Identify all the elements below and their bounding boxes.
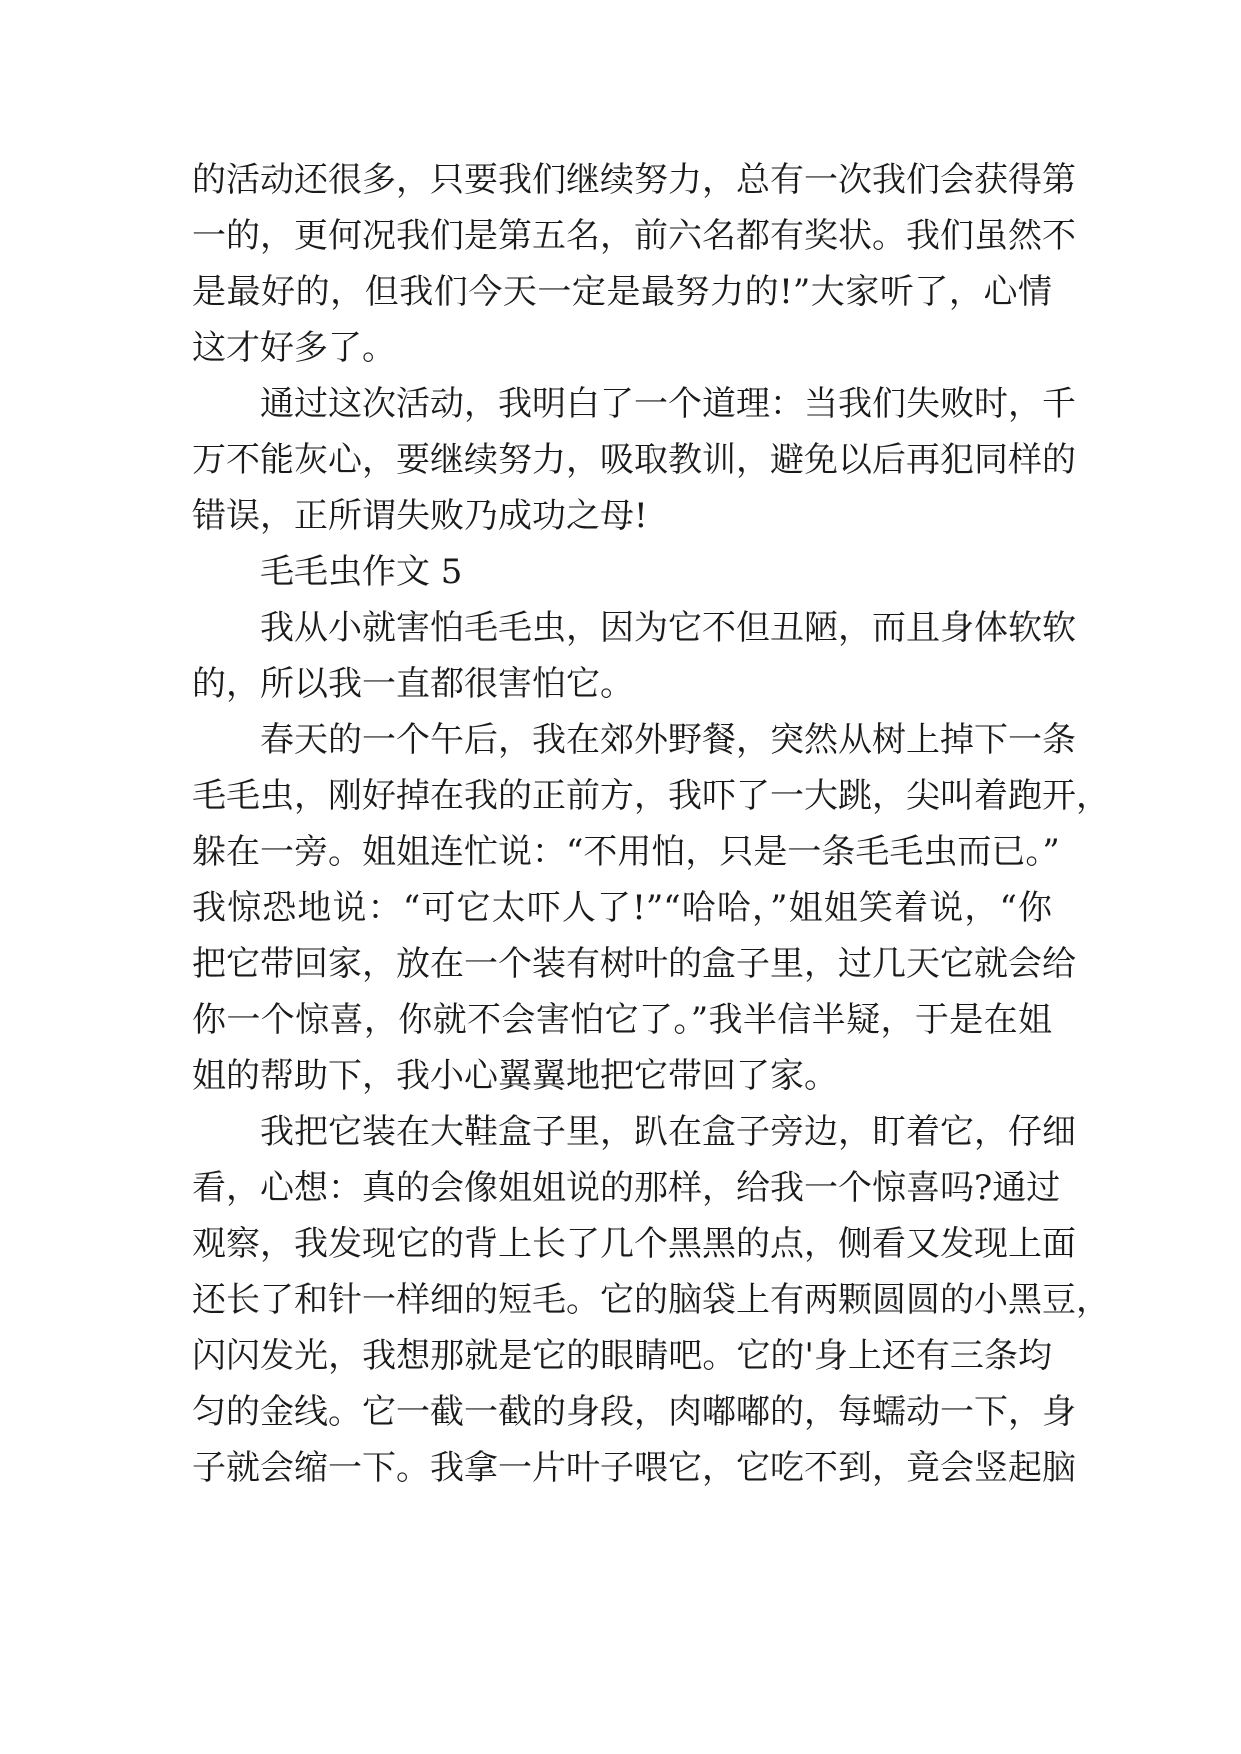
text-line: 观察，我发现它的背上长了几个黑黑的点，侧看又发现上面: [192, 1224, 1076, 1264]
text-line: 看，心想：真的会像姐姐说的那样，给我一个惊喜吗?通过: [192, 1168, 1061, 1208]
text-line: 是最好的，但我们今天一定是最努力的!”大家听了，心情: [192, 272, 1052, 312]
text-line: 你一个惊喜，你就不会害怕它了。”我半信半疑，于是在姐: [192, 1000, 1052, 1040]
text-line: 毛毛虫，刚好掉在我的正前方，我吓了一大跳，尖叫着跑开，: [192, 776, 1110, 816]
text-line: 毛毛虫作文 5: [260, 552, 463, 592]
text-line: 这才好多了。: [192, 328, 396, 368]
document-body: [192, 152, 1110, 1496]
text-line: 子就会缩一下。我拿一片叶子喂它，它吃不到，竟会竖起脑: [192, 1448, 1076, 1488]
text-line: 春天的一个午后，我在郊外野餐，突然从树上掉下一条: [260, 720, 1076, 760]
text-line: 把它带回家，放在一个装有树叶的盒子里，过几天它就会给: [192, 944, 1076, 984]
text-line: 还长了和针一样细的短毛。它的脑袋上有两颗圆圆的小黑豆，: [192, 1280, 1110, 1320]
text-line: 匀的金线。它一截一截的身段，肉嘟嘟的，每蠕动一下，身: [192, 1392, 1076, 1432]
text-line: 万不能灰心，要继续努力，吸取教训，避免以后再犯同样的: [192, 440, 1076, 480]
text-line: 躲在一旁。姐姐连忙说：“不用怕，只是一条毛毛虫而已。”: [192, 832, 1060, 872]
text-line: 的，所以我一直都很害怕它。: [192, 664, 634, 704]
text-line: 错误，正所谓失败乃成功之母!: [192, 496, 648, 536]
text-line: 闪闪发光，我想那就是它的眼睛吧。它的'身上还有三条均: [192, 1336, 1052, 1376]
text-line: 我惊恐地说：“可它太吓人了!”“哈哈，”姐姐笑着说，“你: [192, 888, 1052, 928]
text-line: 通过这次活动，我明白了一个道理：当我们失败时，千: [260, 384, 1076, 424]
text-line: 的活动还很多，只要我们继续努力，总有一次我们会获得第: [192, 160, 1076, 200]
text-line: 我从小就害怕毛毛虫，因为它不但丑陋，而且身体软软: [260, 608, 1076, 648]
text-line: 姐的帮助下，我小心翼翼地把它带回了家。: [192, 1056, 838, 1096]
text-line: 一的，更何况我们是第五名，前六名都有奖状。我们虽然不: [192, 216, 1076, 256]
text-line: 我把它装在大鞋盒子里，趴在盒子旁边，盯着它，仔细: [260, 1112, 1076, 1152]
